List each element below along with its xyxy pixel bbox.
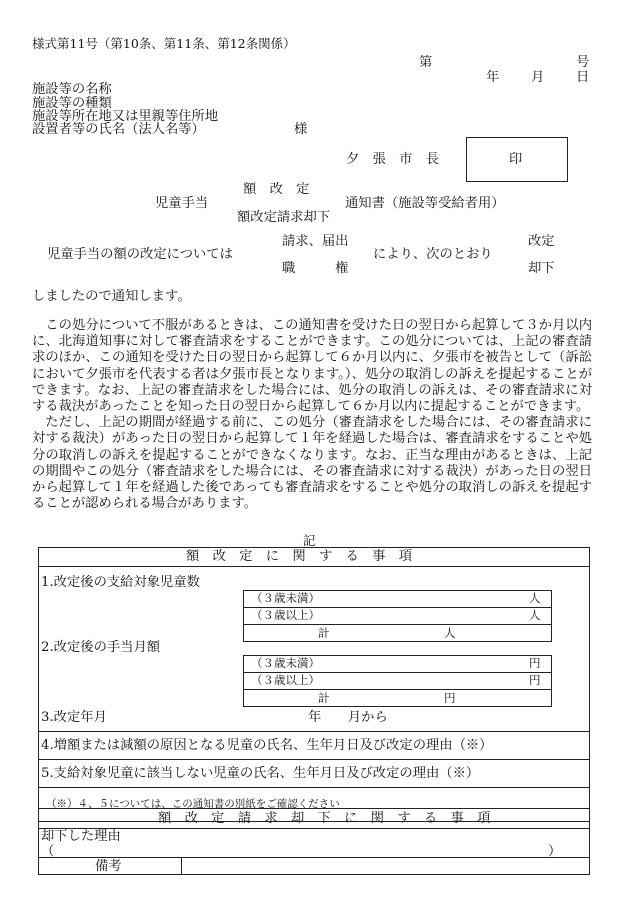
intro-option-revise: 改定: [528, 234, 555, 249]
form-number: 様式第11号（第10条、第11条、第12条関係）: [32, 36, 296, 51]
title-option-request-rejection: 額改定請求却下: [237, 210, 331, 225]
intro-middle: により、次のとおり: [373, 247, 493, 262]
founder-name-label: 設置者等の氏名（法人名等）: [32, 122, 205, 137]
reason-paren-open: （: [41, 844, 55, 859]
date-year: 年: [486, 70, 500, 85]
date-month: 月: [531, 70, 545, 85]
title-option-amount-revision: 額 改 定: [243, 182, 310, 197]
reason-paren-close: ）: [548, 844, 562, 859]
over3-amount-label: （３歳以上）: [251, 673, 320, 687]
item2-label: 2.改定後の手当月額: [41, 640, 161, 655]
title-suffix: 通知書（施設等受給者用）: [345, 196, 505, 211]
divider: [243, 624, 552, 625]
rejection-section-header: 額 改 定 請 求 却 下 に 関 す る 事 項: [158, 811, 491, 826]
ki-marker: 記: [303, 533, 316, 548]
rejection-reason-label: 却下した理由: [41, 829, 121, 844]
item3-label: 3.改定年月: [41, 710, 107, 725]
seal-label: 印: [509, 152, 523, 167]
under3-count-unit: 人: [529, 591, 541, 605]
count-total-label: 計: [318, 626, 330, 640]
issuer-title: 夕 張 市 長: [346, 152, 440, 167]
item1-label: 1.改定後の支給対象児童数: [41, 575, 200, 590]
intro-lead: 児童手当の額の改定については: [47, 247, 233, 262]
title-prefix: 児童手当: [155, 196, 209, 211]
over3-count-unit: 人: [529, 608, 541, 622]
facility-name-label: 施設等の名称: [32, 82, 112, 97]
intro-option-reject: 却下: [528, 261, 555, 276]
intro-closing: しましたので通知します。: [32, 289, 191, 304]
doc-number-suffix: 号: [576, 55, 590, 70]
facility-address-label: 施設等所在地又は里親等住所地: [32, 109, 219, 124]
divider: [38, 759, 590, 760]
facility-type-label: 施設等の種類: [32, 96, 112, 111]
appeal-notice: [32, 318, 592, 512]
intro-option-request: 請求、届出: [282, 234, 349, 249]
footnote: （※）４、５については、この通知書の別紙をご確認ください: [46, 798, 340, 810]
remarks-label: 備考: [95, 859, 122, 874]
divider: [38, 566, 590, 567]
divider: [38, 857, 590, 858]
doc-number-prefix: 第: [419, 55, 433, 70]
count-total-unit: 人: [444, 626, 456, 640]
revision-section-header: 額 改 定 に 関 す る 事 項: [186, 549, 413, 564]
divider: [38, 731, 590, 732]
intro-option-ex-officio: 職 権: [282, 261, 349, 276]
item4-label: 4.増額または減額の原因となる児童の氏名、生年月日及び改定の理由（※）: [41, 738, 493, 753]
divider: [181, 857, 182, 875]
appeal-paragraph-2: ただし、上記の期間が経過する前に、この処分（審査請求をした場合には、その審査請求に対する裁決）があった日の翌日から起算して１年を経過した場合は、審査請求をすることや処分の取消しの訴えを提起することができなくなります。なお、正当な理由があるときは、上記の期間やこの処分（審査請求をした場合には、その審査請求に対する裁決）があった日の翌日から起算して１年を経過した後であっても審査請求をすることや処分の取消しの訴えを提起することが認められる場合があります。: [32, 415, 592, 512]
item3-value: 年 月から: [308, 710, 388, 725]
under3-amount-unit: 円: [529, 656, 541, 670]
appeal-paragraph-1: この処分について不服があるときは、この通知書を受けた日の翌日から起算して３か月以内に、北海道知事に対して審査請求をすることができます。この処分については、上記の審査請求のほか、この通知を受けた日の翌日から起算して６か月以内に、夕張市を被告として（訴訟において夕張市を代表する者は夕張市長となります。）、処分の取消しの訴えを提起することができます。なお、上記の審査請求をした場合には、処分の取消しの訴えは、その審査請求に対する裁決があったことを知った日の翌日から起算して６か月以内に提起することができます。: [32, 318, 592, 415]
over3-amount-unit: 円: [529, 673, 541, 687]
under3-count-label: （３歳未満）: [251, 591, 320, 605]
divider: [38, 787, 590, 788]
amount-total-unit: 円: [444, 691, 456, 705]
over3-count-label: （３歳以上）: [251, 608, 320, 622]
date-day: 日: [576, 70, 590, 85]
amount-total-label: 計: [318, 691, 330, 705]
divider: [243, 689, 552, 690]
under3-amount-label: （３歳未満）: [251, 656, 320, 670]
honorific: 様: [294, 122, 308, 137]
item5-label: 5.支給対象児童に該当しない児童の氏名、生年月日及び改定の理由（※）: [41, 766, 480, 781]
